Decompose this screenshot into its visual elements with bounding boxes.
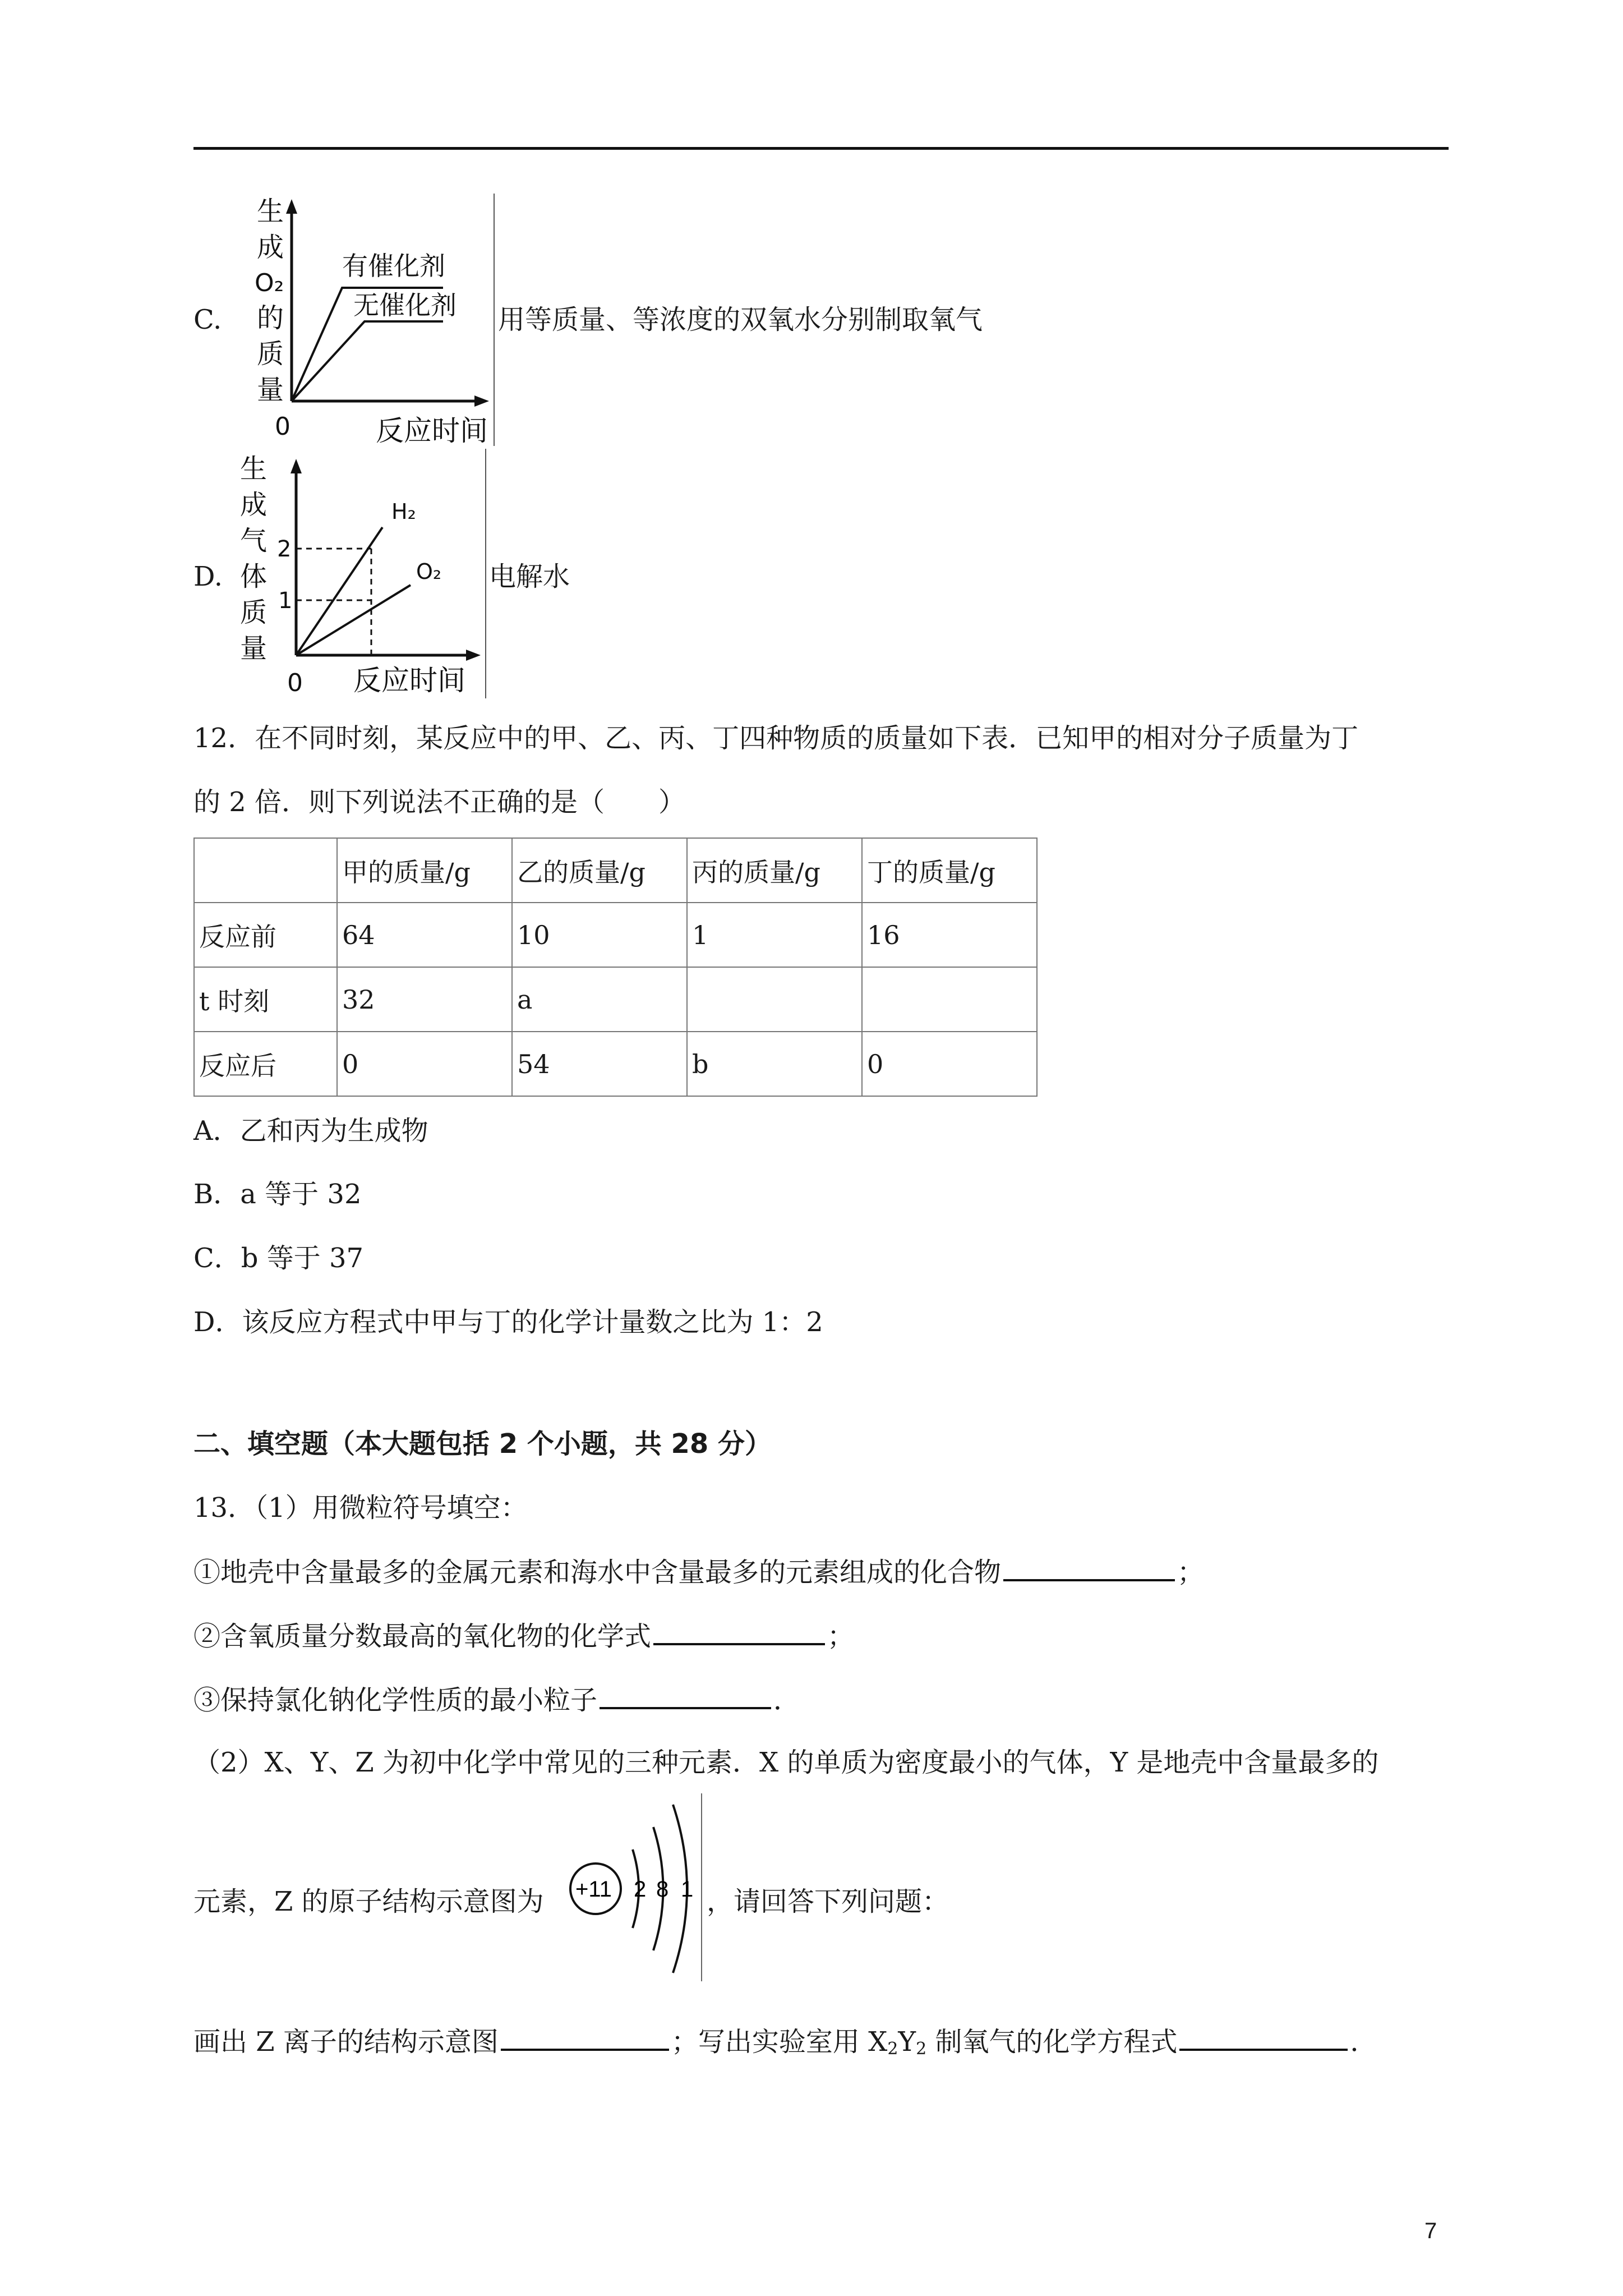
header-rule bbox=[193, 147, 1449, 150]
fig-d-x-arrow bbox=[466, 650, 481, 661]
fig-d-label-h2: H₂ bbox=[391, 499, 416, 524]
q13-item2-end: ； bbox=[827, 1621, 855, 1652]
q12-option-a: A．乙和丙为生成物 bbox=[193, 1115, 428, 1147]
fig-c-label-catalyst: 有催化剂 bbox=[342, 251, 445, 281]
q13-ion-diagram-blank[interactable] bbox=[501, 2024, 669, 2051]
q13-item1-text: ①地壳中含量最多的金属元素和海水中含量最多的元素组成的化合物 bbox=[193, 1557, 1002, 1588]
table-cell: 32 bbox=[337, 967, 512, 1032]
q13-item2 bbox=[193, 1618, 854, 1653]
fig-d-ylabel-6: 量 bbox=[240, 633, 268, 664]
fig-d-line-h2 bbox=[296, 527, 382, 655]
q13-item3-blank[interactable] bbox=[600, 1682, 771, 1709]
table-cell bbox=[862, 967, 1037, 1032]
fig-d-ylabel-5: 质 bbox=[240, 597, 268, 628]
q13-item2-text: ②含氧质量分数最高的氧化物的化学式 bbox=[193, 1621, 652, 1652]
atom-structure-diagram bbox=[561, 1793, 702, 1981]
q12-mass-table bbox=[193, 838, 1038, 1097]
q13-part2-line2-pre: 元素，Z 的原子结构示意图为 bbox=[193, 1886, 544, 1917]
q13-line3-mid: ；写出实验室用 X bbox=[671, 2026, 888, 2058]
table-cell: 反应后 bbox=[194, 1032, 337, 1096]
shell-2-electrons: 8 bbox=[656, 1877, 669, 1902]
table-cell: 10 bbox=[512, 903, 687, 967]
table-cell: 0 bbox=[862, 1032, 1037, 1096]
fig-c-origin: 0 bbox=[275, 412, 291, 441]
table-header-cell: 甲的质量/g bbox=[337, 838, 512, 903]
fig-c-label-no-catalyst: 无催化剂 bbox=[353, 290, 457, 320]
fig-d-tick-2: 2 bbox=[277, 536, 292, 562]
q13-part2-line1: （2）X、Y、Z 为初中化学中常见的三种元素．X 的单质为密度最小的气体，Y 是地壳中含量最多的 bbox=[193, 1747, 1379, 1778]
fig-c-ylabel-3: O₂ bbox=[255, 269, 284, 297]
q13-item3 bbox=[193, 1682, 800, 1717]
table-cell: 0 bbox=[337, 1032, 512, 1096]
fig-c-x-arrow bbox=[474, 395, 489, 407]
table-cell: 反应前 bbox=[194, 903, 337, 967]
q13-item2-blank[interactable] bbox=[653, 1618, 825, 1645]
option-c-text: 用等质量、等浓度的双氧水分别制取氧气 bbox=[498, 304, 983, 335]
fig-c-ylabel-6: 量 bbox=[257, 374, 284, 406]
q13-line3-sub1: 2 bbox=[887, 2039, 898, 2059]
section-2-heading: 二、填空题（本大题包括 2 个小题，共 28 分） bbox=[193, 1428, 772, 1460]
fig-c-ylabel-5: 质 bbox=[257, 338, 284, 370]
nucleus-charge: +11 bbox=[575, 1877, 612, 1902]
fig-d-ylabel-3: 气 bbox=[240, 525, 268, 556]
option-d-label: D. bbox=[193, 561, 223, 592]
q12-stem-line2: 的 2 倍．则下列说法不正确的是（ ） bbox=[193, 786, 686, 818]
table-header-cell: 乙的质量/g bbox=[512, 838, 687, 903]
page-number: 7 bbox=[1424, 2219, 1437, 2243]
fig-d-ylabel-2: 成 bbox=[240, 489, 268, 521]
q13-item3-text: ③保持氯化钠化学性质的最小粒子 bbox=[193, 1685, 598, 1716]
fig-c-xlabel: 反应时间 bbox=[376, 415, 488, 446]
fig-d-line-o2 bbox=[296, 585, 411, 655]
table-header-row bbox=[194, 838, 1037, 903]
fig-d-ylabel-4: 体 bbox=[240, 561, 268, 592]
q13-part2-line2-post: ，请回答下列问题： bbox=[707, 1886, 949, 1917]
fig-c-curve-no-catalyst bbox=[292, 321, 443, 401]
fig-d-origin: 0 bbox=[287, 669, 303, 697]
q13-line3 bbox=[193, 2024, 1377, 2066]
fig-d-ylabel-1: 生 bbox=[240, 453, 268, 485]
q13-equation-blank[interactable] bbox=[1179, 2024, 1348, 2051]
fig-c-ylabel-1: 生 bbox=[257, 196, 284, 227]
table-row bbox=[194, 1032, 1037, 1096]
table-header-cell: 丁的质量/g bbox=[862, 838, 1037, 903]
fig-c-ylabel-4: 的 bbox=[257, 302, 284, 334]
fig-d-xlabel: 反应时间 bbox=[353, 664, 465, 697]
q12-option-b: B．a 等于 32 bbox=[193, 1179, 362, 1210]
q13-line3-pre: 画出 Z 离子的结构示意图 bbox=[193, 2026, 499, 2058]
table-cell: 54 bbox=[512, 1032, 687, 1096]
table-header-cell: 丙的质量/g bbox=[687, 838, 862, 903]
table-row bbox=[194, 967, 1037, 1032]
fig-c-y-arrow bbox=[286, 199, 297, 214]
shell-3-electrons: 1 bbox=[681, 1877, 694, 1902]
fig-d-y-arrow bbox=[291, 459, 302, 473]
fig-d-label-o2: O₂ bbox=[416, 559, 442, 584]
table-cell: a bbox=[512, 967, 687, 1032]
table-row bbox=[194, 903, 1037, 967]
q13-line3-sub2: 2 bbox=[916, 2039, 927, 2059]
fig-d-tick-1: 1 bbox=[278, 588, 293, 614]
q13-line3-end: ． bbox=[1350, 2026, 1377, 2058]
figure-d-electrolysis-graph bbox=[236, 449, 486, 698]
table-cell bbox=[687, 967, 862, 1032]
q13-line3-y: Y bbox=[898, 2026, 916, 2058]
table-cell: t 时刻 bbox=[194, 967, 337, 1032]
figure-c-catalyst-graph bbox=[236, 194, 495, 446]
q12-option-d: D．该反应方程式中甲与丁的化学计量数之比为 1：2 bbox=[193, 1306, 823, 1338]
q13-item1 bbox=[193, 1554, 1204, 1589]
q12-option-c: C．b 等于 37 bbox=[193, 1243, 364, 1274]
table-header-cell bbox=[194, 838, 337, 903]
option-d-text: 电解水 bbox=[489, 561, 570, 592]
table-cell: 16 bbox=[862, 903, 1037, 967]
q13-line3-post: 制氧气的化学方程式 bbox=[926, 2026, 1178, 2058]
option-c-label: C. bbox=[193, 304, 222, 335]
shell-1-electrons: 2 bbox=[634, 1877, 647, 1902]
table-cell: b bbox=[687, 1032, 862, 1096]
q13-intro: 13．（1）用微粒符号填空： bbox=[193, 1492, 528, 1524]
q13-item1-blank[interactable] bbox=[1003, 1554, 1175, 1581]
q13-item3-end: ． bbox=[773, 1685, 801, 1716]
fig-c-ylabel-2: 成 bbox=[257, 232, 284, 263]
q13-item1-end: ； bbox=[1177, 1557, 1205, 1588]
table-cell: 64 bbox=[337, 903, 512, 967]
q12-stem-line1: 12．在不同时刻，某反应中的甲、乙、丙、丁四种物质的质量如下表．已知甲的相对分子质量为丁 bbox=[193, 723, 1359, 754]
table-cell: 1 bbox=[687, 903, 862, 967]
